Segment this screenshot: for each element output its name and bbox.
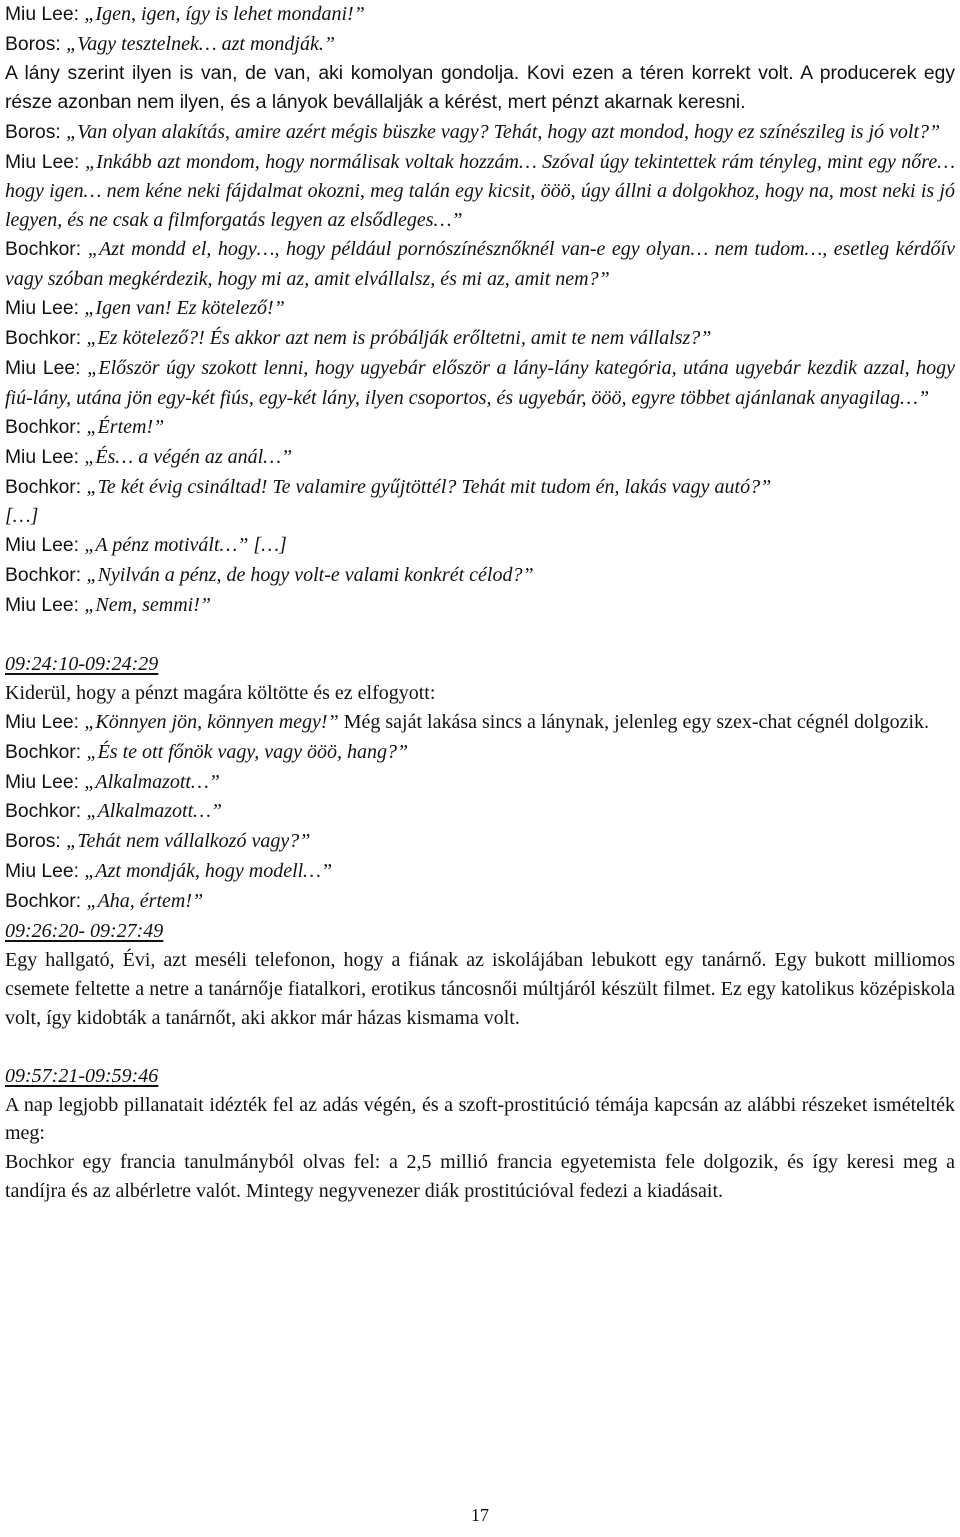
quote: „Inkább azt mondom, hogy normálisak voltak hozzám… Szóval úgy tekintettek rám tényleg, mint egy nőre… hogy igen… nem kéne neki fájdalmat okozni, meg talán egy kicsit, ööö, úgy állni a dolgokhoz, hogy na, most neki is jó legyen, és ne csak a filmforgatás legyen az elsődleges…” (5, 150, 955, 232)
speaker: Bochkor: (5, 416, 87, 438)
narration-paragraph: A nap legjobb pillanatait idézték fel az adás végén, és a szoft-prostitúció témája kapcsán az alábbi részeket ismételték meg: (5, 1093, 955, 1145)
quote: „Könnyen jön, könnyen megy!” (84, 710, 339, 733)
spacer (5, 621, 955, 650)
speaker: Miu Lee: (5, 446, 85, 468)
narration-paragraph: Egy hallgató, Évi, azt meséli telefonon, hogy a fiának az iskolájában lebukott egy tanárnő. Egy bukott milliomos csemete feltette a netre a tanárnője fiatalkori, erotikus táncosnői múltjáról készült filmet. Ez egy katolikus középiskola volt, így kidobták a tanárnőt, aki akkor már házas kismama volt. (5, 948, 955, 1029)
dialogue-line (5, 473, 955, 503)
quote: „Te két évig csináltad! Te valamire gyűjtöttél? Tehát mit tudom én, lakás vagy autó?” (86, 475, 772, 498)
quote: „Aha, értem!” (86, 890, 204, 913)
quote: „Alkalmazott…” (86, 800, 223, 823)
quote: „Ez kötelező?! És akkor azt nem is próbálják erőltetni, amit te nem vállalsz?” (86, 326, 712, 349)
spacer (5, 1033, 955, 1062)
speaker: Miu Lee: (5, 771, 85, 793)
dialogue-line (5, 148, 955, 236)
speaker: Boros: (5, 121, 67, 143)
quote: „Van olyan alakítás, amire azért mégis büszke vagy? Tehát, hogy azt mondod, hogy ez színészileg is jó volt?” (66, 120, 941, 143)
document-page (5, 0, 955, 1206)
speaker: Miu Lee: (5, 595, 85, 617)
quote: „És te ott főnök vagy, vagy ööö, hang?” (86, 740, 409, 763)
speaker: Miu Lee: (5, 4, 85, 25)
narration-paragraph: A lány szerint ilyen is van, de van, aki komolyan gondolja. Kovi ezen a téren korrekt volt. A producerek egy része azonban nem ilyen, és a lányok bevállalják a kérést, mert pénzt akarnak keresni. (5, 62, 955, 113)
speaker: Boros: (5, 831, 67, 853)
dialogue-line (5, 738, 955, 768)
speaker: Miu Lee: (5, 861, 85, 883)
dialogue-line (5, 354, 955, 413)
timestamp: 09:57:21-09:59:46 (5, 1064, 159, 1087)
dialogue-line (5, 857, 955, 887)
dialogue-line (5, 413, 955, 443)
dialogue-line (5, 797, 955, 827)
dialogue-line (5, 30, 955, 60)
speaker: Boros: (5, 33, 67, 55)
quote: „Először úgy szokott lenni, hogy ugyebár először a lány-lány kategória, utána ugyebár kezdik azzal, hogy fiú-lány, utána jön egy-két fiús, egy-két lány, ilyen csoportos, és ugyebár, ööö, egyre többet ajánlanak anyagilag…” (5, 356, 956, 409)
dialogue-line (5, 887, 955, 917)
speaker: Bochkor: (5, 891, 87, 913)
quote: „Értem!” (86, 415, 165, 438)
quote: „Alkalmazott…” (84, 770, 220, 793)
dialogue-line (5, 0, 955, 30)
speaker: Bochkor: (5, 565, 87, 587)
quote: „Vagy tesztelnek… azt mondják.” (66, 32, 335, 55)
quote: „És… a végén az anál…” (84, 445, 293, 468)
dialogue-line (5, 827, 955, 857)
speaker: Miu Lee: (5, 151, 86, 173)
dialogue-line (5, 561, 955, 591)
dialogue-line (5, 118, 955, 148)
narration-paragraph: Bochkor egy francia tanulmányból olvas fel: a 2,5 millió francia egyetemista fele dolgozik, és így keresi meg a tandíjra és az albérletre valót. Mintegy negyvenezer diák prostitúcióval fedezi a kiadásait. (5, 1151, 955, 1203)
dialogue-line (5, 443, 955, 473)
speaker: Bochkor: (5, 239, 88, 261)
speaker: Bochkor: (5, 476, 87, 498)
quote: „Tehát nem vállalkozó vagy?” (66, 830, 311, 853)
timestamp: 09:26:20- 09:27:49 (5, 920, 164, 943)
narration-text: Még saját lakása sincs a lánynak, jelenleg egy szex-chat cégnél dolgozik. (338, 710, 930, 733)
dialogue-line (5, 531, 955, 561)
speaker: Miu Lee: (5, 357, 88, 379)
omission-marker (5, 502, 955, 531)
quote: „Azt mondják, hogy modell…” (84, 860, 333, 883)
speaker: Bochkor: (5, 801, 87, 823)
speaker: Miu Lee: (5, 711, 85, 733)
quote: „Igen van! Ez kötelező!” (84, 297, 285, 320)
quote: „Nyilván a pénz, de hogy volt-e valami konkrét célod?” (86, 564, 534, 587)
speaker: Miu Lee: (5, 535, 85, 557)
page-number: 17 (471, 1505, 489, 1525)
dialogue-line (5, 294, 955, 324)
narration-paragraph: Kiderül, hogy a pénzt magára költötte és ez elfogyott: (5, 681, 436, 704)
speaker: Bochkor: (5, 327, 87, 349)
quote: […] (5, 505, 39, 528)
quote: „Azt mondd el, hogy…, hogy például pornószínésznőknél van-e egy olyan… nem tudom…, esetleg kérdőív vagy szóban megkérdezik, hogy mi az, amit elvállalsz, és mi az, amit nem?” (5, 238, 955, 291)
speaker: Bochkor: (5, 741, 87, 763)
timestamp: 09:24:10-09:24:29 (5, 652, 159, 675)
quote: „Nem, semmi!” (84, 594, 211, 617)
quote: „Igen, igen, így is lehet mondani!” (84, 3, 365, 25)
dialogue-line (5, 768, 955, 798)
dialogue-line (5, 235, 955, 294)
dialogue-line (5, 708, 955, 738)
speaker: Miu Lee: (5, 298, 85, 320)
dialogue-line (5, 324, 955, 354)
dialogue-line (5, 591, 955, 621)
quote: „A pénz motivált…” […] (84, 534, 287, 557)
